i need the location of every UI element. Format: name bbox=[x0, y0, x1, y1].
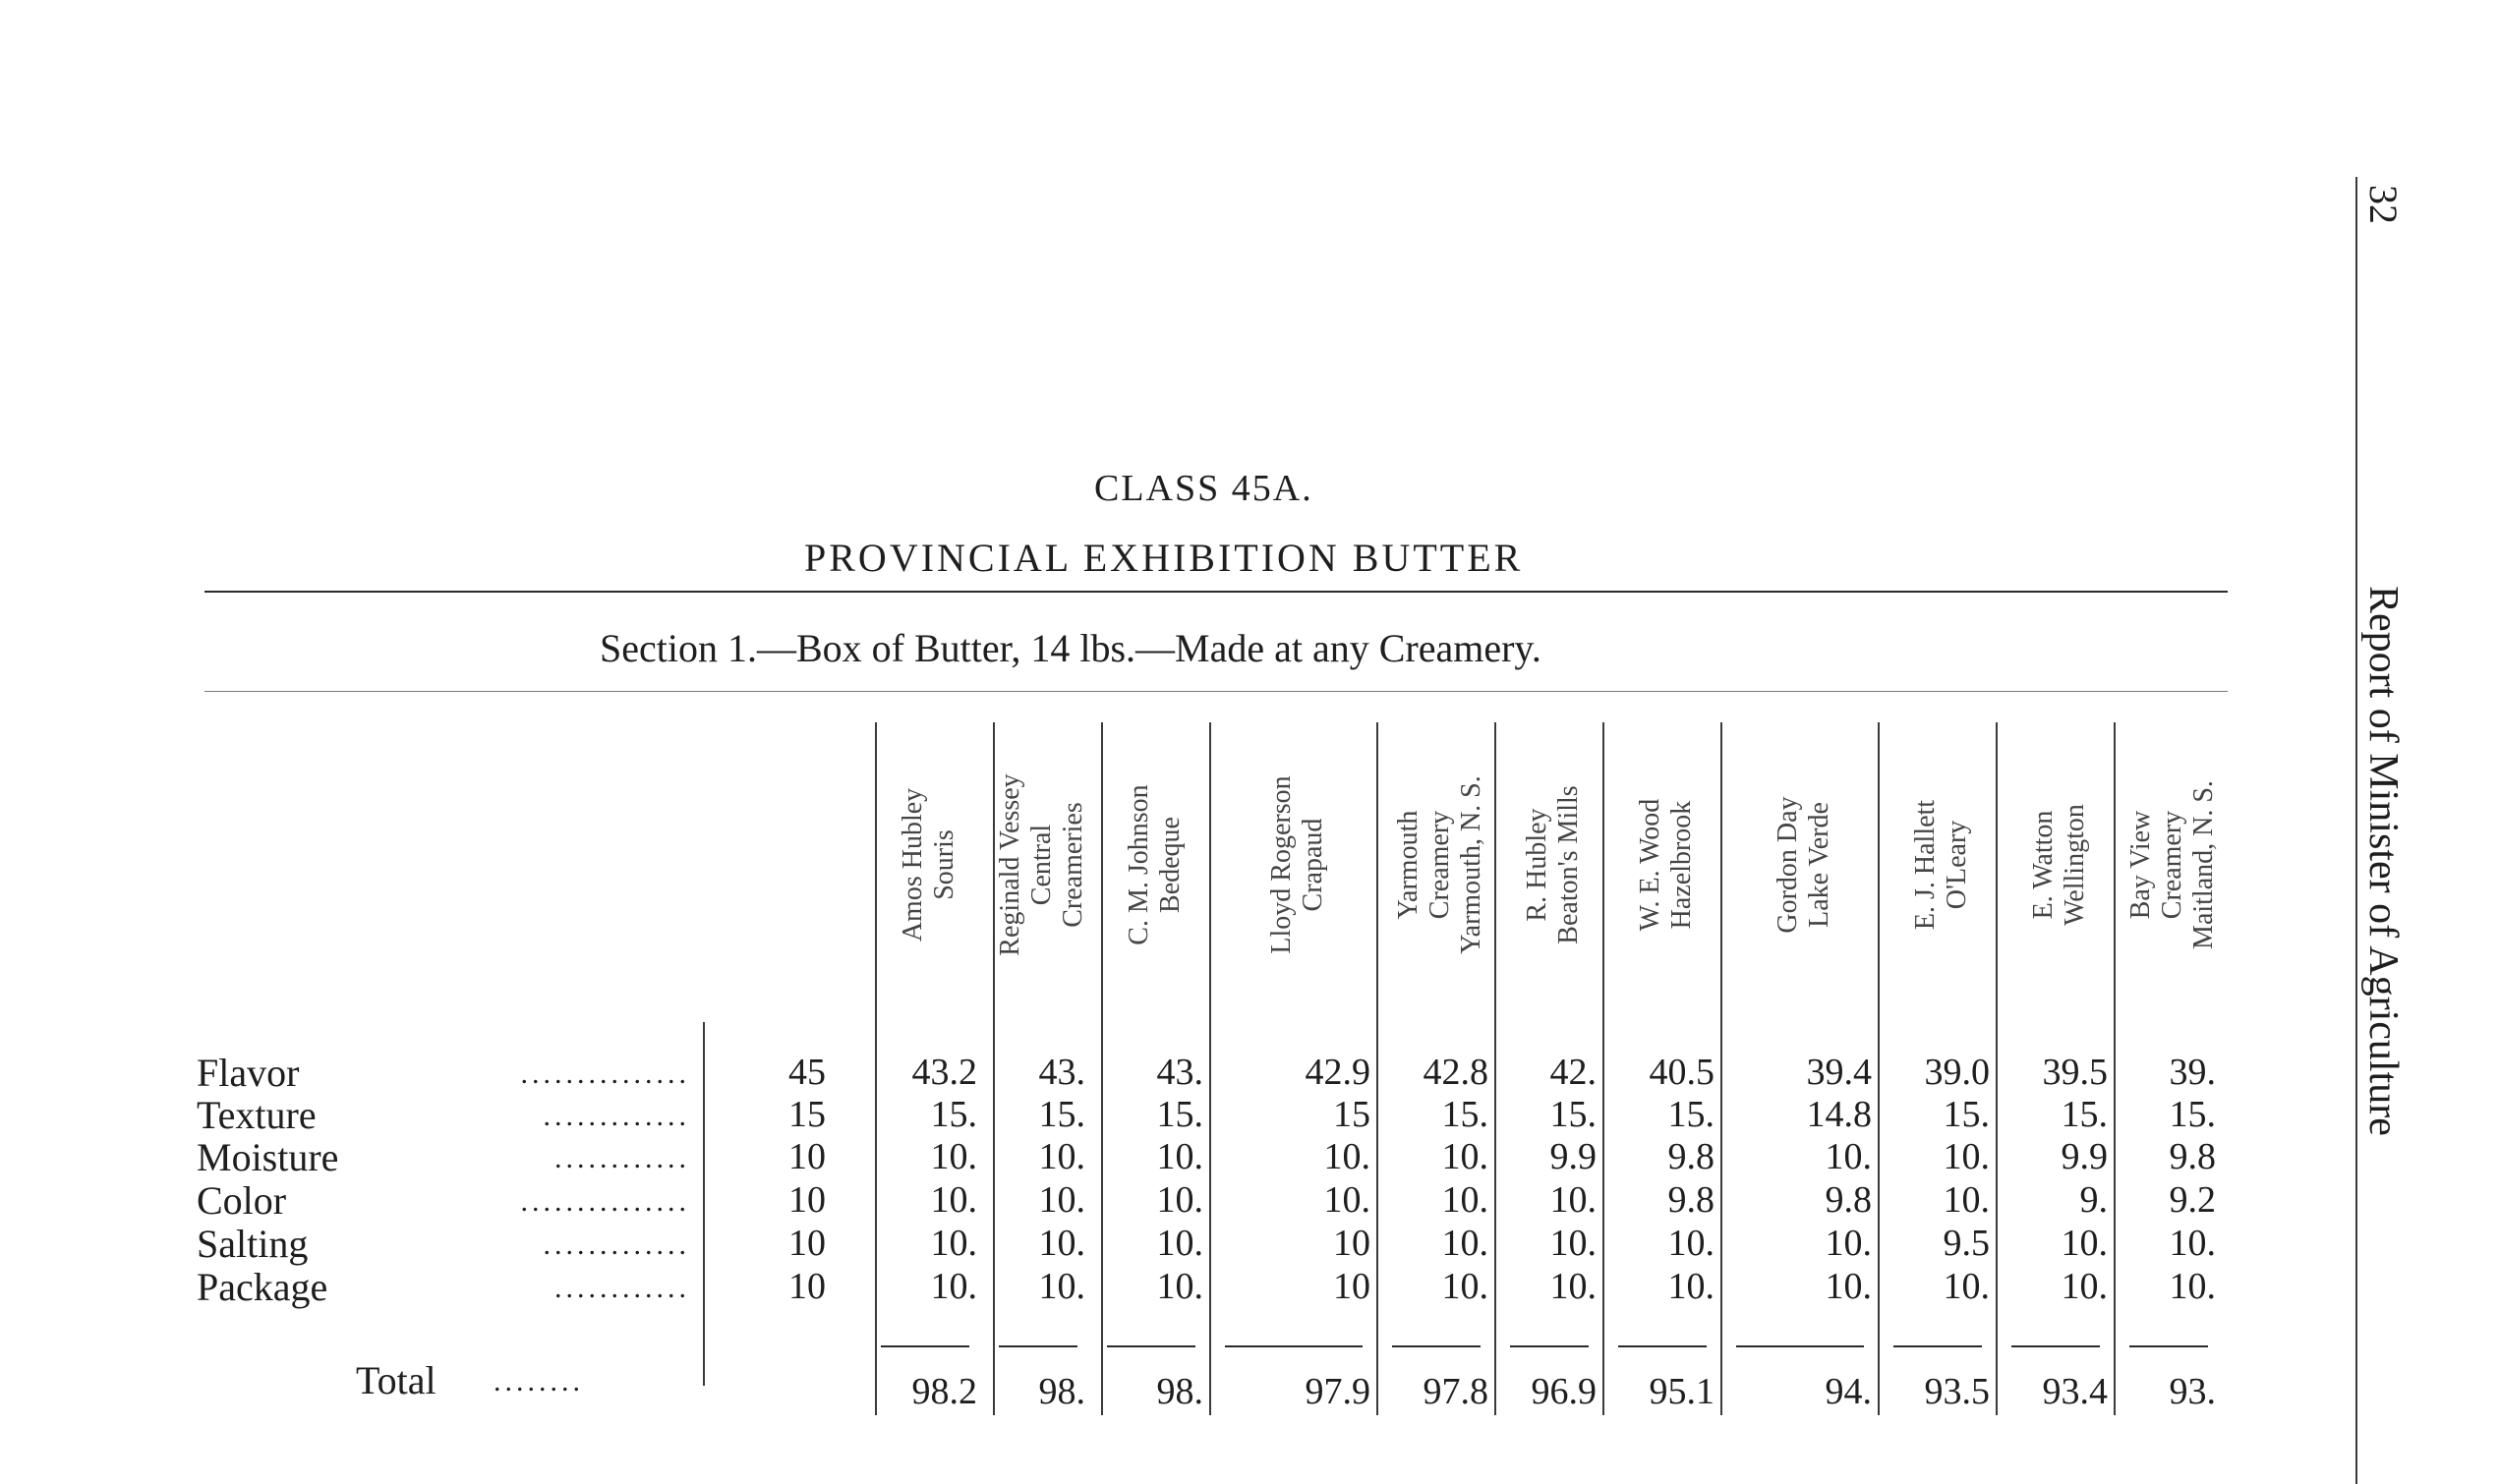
total-cell: 94. bbox=[1825, 1371, 1872, 1412]
column-rule bbox=[1376, 722, 1378, 1415]
score-cell: 10. bbox=[1156, 1136, 1203, 1177]
column-header-line: E. J. Hallett bbox=[1910, 799, 1941, 931]
column-rule bbox=[1996, 722, 1998, 1415]
score-cell: 15. bbox=[1549, 1094, 1597, 1135]
score-cell: 43. bbox=[1156, 1052, 1203, 1093]
class-title: CLASS 45A. bbox=[1094, 468, 1313, 509]
column-rule bbox=[1720, 722, 1722, 1415]
score-cell: 10. bbox=[1156, 1266, 1203, 1307]
max-points: 10 bbox=[788, 1179, 826, 1221]
row-label: Salting bbox=[197, 1222, 309, 1266]
column-header bbox=[1888, 722, 1996, 1007]
row-label: Flavor bbox=[197, 1051, 300, 1095]
total-cell: 97.8 bbox=[1423, 1371, 1488, 1412]
column-header bbox=[1612, 722, 1720, 1007]
total-rule bbox=[2011, 1345, 2100, 1347]
total-rule bbox=[1225, 1345, 1363, 1347]
score-cell: 15. bbox=[1156, 1094, 1203, 1135]
total-rule bbox=[999, 1345, 1077, 1347]
column-header-line: R. Hubley bbox=[1522, 808, 1552, 922]
score-cell: 10. bbox=[2061, 1266, 2108, 1307]
score-cell: 10. bbox=[1549, 1223, 1597, 1264]
score-cell: 39.4 bbox=[1806, 1052, 1872, 1093]
score-cell: 9.5 bbox=[1943, 1223, 1990, 1264]
score-cell: 10 bbox=[1333, 1266, 1370, 1307]
total-cell: 98. bbox=[1156, 1371, 1203, 1412]
margin-rule bbox=[2355, 177, 2357, 1484]
score-cell: 15. bbox=[1441, 1094, 1488, 1135]
total-label: Total bbox=[356, 1358, 436, 1402]
column-header-line: Creamery bbox=[2157, 810, 2187, 920]
score-cell: 10. bbox=[1943, 1136, 1990, 1177]
column-header bbox=[2005, 722, 2114, 1007]
total-rule bbox=[1736, 1345, 1864, 1347]
score-cell: 39.5 bbox=[2042, 1052, 2108, 1093]
column-header-line: Central bbox=[1026, 824, 1057, 906]
column-header-line: E. Watton bbox=[2028, 810, 2059, 920]
column-header-line: W. E. Wood bbox=[1635, 798, 1665, 932]
max-points: 15 bbox=[788, 1094, 826, 1135]
column-rule bbox=[993, 722, 995, 1415]
score-cell: 10. bbox=[1038, 1223, 1085, 1264]
score-cell: 15. bbox=[1943, 1094, 1990, 1135]
score-cell: 10. bbox=[1323, 1136, 1370, 1177]
score-cell: 10. bbox=[2169, 1266, 2216, 1307]
leader-dots: ............ bbox=[554, 1142, 690, 1174]
total-rule bbox=[1618, 1345, 1707, 1347]
column-header-line: Creamery bbox=[1424, 810, 1455, 920]
score-cell: 15. bbox=[2061, 1094, 2108, 1135]
column-header bbox=[1730, 722, 1878, 1007]
column-header-line: Beaton's Mills bbox=[1553, 785, 1584, 944]
row-label: Package bbox=[197, 1265, 328, 1309]
score-cell: 10. bbox=[1825, 1136, 1872, 1177]
leader-dots: ............. bbox=[543, 1228, 690, 1261]
leader-dots: ............... bbox=[520, 1185, 690, 1218]
column-rule bbox=[1209, 722, 1211, 1415]
column-header-line: Souris bbox=[929, 829, 959, 900]
score-cell: 10. bbox=[1667, 1266, 1714, 1307]
column-rule bbox=[1878, 722, 1880, 1415]
score-cell: 15. bbox=[2169, 1094, 2216, 1135]
total-cell: 93. bbox=[2169, 1371, 2216, 1412]
total-cell: 95.1 bbox=[1649, 1371, 1714, 1412]
column-header-line: Lloyd Rogerson bbox=[1266, 775, 1297, 954]
total-rule bbox=[2129, 1345, 2208, 1347]
column-rule bbox=[875, 722, 877, 1415]
score-cell: 10. bbox=[1038, 1179, 1085, 1221]
column-header-line: Crapaud bbox=[1298, 818, 1328, 912]
score-cell: 15. bbox=[1667, 1094, 1714, 1135]
column-rule bbox=[1494, 722, 1496, 1415]
column-header-line: Yarmouth, N. S. bbox=[1456, 775, 1486, 954]
score-cell: 10. bbox=[1667, 1223, 1714, 1264]
total-cell: 93.4 bbox=[2042, 1371, 2108, 1412]
max-points: 10 bbox=[788, 1136, 826, 1177]
score-cell: 9.2 bbox=[2169, 1179, 2216, 1221]
total-cell: 97.9 bbox=[1305, 1371, 1370, 1412]
leader-dots: ............... bbox=[520, 1057, 690, 1090]
score-cell: 9.9 bbox=[2061, 1136, 2108, 1177]
score-cell: 10. bbox=[1441, 1266, 1488, 1307]
column-header-line: C. M. Johnson bbox=[1124, 784, 1154, 945]
column-header-line: Maitland, N. S. bbox=[2188, 780, 2219, 949]
score-cell: 10. bbox=[1323, 1179, 1370, 1221]
score-cell: 10. bbox=[1441, 1179, 1488, 1221]
running-head: Report of Minister of Agriculture bbox=[2360, 586, 2406, 1136]
row-label: Color bbox=[197, 1178, 287, 1223]
column-rule bbox=[1602, 722, 1604, 1415]
score-cell: 39.0 bbox=[1924, 1052, 1990, 1093]
score-cell: 9.9 bbox=[1549, 1136, 1597, 1177]
score-cell: 43.2 bbox=[911, 1052, 977, 1093]
total-cell: 93.5 bbox=[1924, 1371, 1990, 1412]
column-header-line: Hazelbrook bbox=[1666, 800, 1697, 930]
score-cell: 40.5 bbox=[1649, 1052, 1714, 1093]
score-cell: 9.8 bbox=[1667, 1136, 1714, 1177]
score-cell: 10. bbox=[1038, 1266, 1085, 1307]
score-cell: 10. bbox=[1943, 1179, 1990, 1221]
column-rule bbox=[703, 1022, 705, 1386]
score-cell: 9. bbox=[2079, 1179, 2108, 1221]
column-header-line: Lake Verde bbox=[1804, 802, 1834, 928]
row-label: Texture bbox=[197, 1093, 317, 1137]
max-points: 10 bbox=[788, 1223, 826, 1264]
score-cell: 10. bbox=[930, 1179, 977, 1221]
column-header bbox=[993, 722, 1091, 1007]
total-rule bbox=[1392, 1345, 1481, 1347]
total-cell: 98.2 bbox=[911, 1371, 977, 1412]
score-cell: 10. bbox=[1441, 1136, 1488, 1177]
score-cell: 10. bbox=[1549, 1266, 1597, 1307]
score-cell: 10. bbox=[2061, 1223, 2108, 1264]
total-cell: 96.9 bbox=[1531, 1371, 1597, 1412]
score-cell: 10. bbox=[1943, 1266, 1990, 1307]
score-cell: 10. bbox=[1038, 1136, 1085, 1177]
score-cell: 10. bbox=[1156, 1223, 1203, 1264]
leader-dots: ............ bbox=[554, 1272, 690, 1304]
score-cell: 10. bbox=[930, 1266, 977, 1307]
leader-dots: ........ bbox=[494, 1365, 584, 1398]
score-cell: 10. bbox=[930, 1223, 977, 1264]
score-cell: 39. bbox=[2169, 1052, 2216, 1093]
column-header bbox=[1219, 722, 1376, 1007]
total-rule bbox=[1893, 1345, 1982, 1347]
column-header-line: Reginald Vessey bbox=[995, 773, 1025, 956]
column-rule bbox=[2114, 722, 2116, 1415]
score-cell: 9.8 bbox=[1667, 1179, 1714, 1221]
column-header bbox=[1504, 722, 1602, 1007]
score-cell: 42.9 bbox=[1305, 1052, 1370, 1093]
score-cell: 15. bbox=[930, 1094, 977, 1135]
column-header-line: Bedeque bbox=[1155, 817, 1186, 913]
score-cell: 10. bbox=[2169, 1223, 2216, 1264]
score-cell: 42.8 bbox=[1423, 1052, 1488, 1093]
score-cell: 10. bbox=[1825, 1223, 1872, 1264]
total-rule bbox=[1107, 1345, 1195, 1347]
score-cell: 14.8 bbox=[1806, 1094, 1872, 1135]
column-header-line: Wellington bbox=[2060, 804, 2090, 926]
column-header-line: O'Leary bbox=[1942, 820, 1972, 910]
max-points: 10 bbox=[788, 1266, 826, 1307]
column-header-line: Amos Hubley bbox=[898, 787, 928, 942]
section-title: Section 1.—Box of Butter, 14 lbs.—Made at any Creamery. bbox=[600, 626, 1541, 670]
total-cell: 98. bbox=[1038, 1371, 1085, 1412]
total-rule bbox=[1510, 1345, 1589, 1347]
score-cell: 15 bbox=[1333, 1094, 1370, 1135]
column-header-line: Bay View bbox=[2125, 810, 2156, 920]
column-header-line: Yarmouth bbox=[1393, 810, 1424, 920]
score-cell: 9.8 bbox=[1825, 1179, 1872, 1221]
score-cell: 43. bbox=[1038, 1052, 1085, 1093]
score-cell: 42. bbox=[1549, 1052, 1597, 1093]
column-header bbox=[1386, 722, 1494, 1007]
leader-dots: ............. bbox=[543, 1100, 690, 1132]
score-cell: 10. bbox=[930, 1136, 977, 1177]
score-cell: 10. bbox=[1549, 1179, 1597, 1221]
score-cell: 10. bbox=[1156, 1179, 1203, 1221]
total-rule bbox=[881, 1345, 969, 1347]
score-cell: 10. bbox=[1825, 1266, 1872, 1307]
section-rule bbox=[204, 691, 2228, 692]
row-label: Moisture bbox=[197, 1135, 339, 1179]
score-cell: 15. bbox=[1038, 1094, 1085, 1135]
column-rule bbox=[1101, 722, 1103, 1415]
column-header-line: Creameries bbox=[1058, 802, 1088, 928]
column-header bbox=[875, 722, 983, 1007]
score-cell: 10. bbox=[1441, 1223, 1488, 1264]
column-header bbox=[2123, 722, 2222, 1007]
score-cell: 9.8 bbox=[2169, 1136, 2216, 1177]
page-number: 32 bbox=[2361, 185, 2406, 224]
score-cell: 10 bbox=[1333, 1223, 1370, 1264]
column-header bbox=[1101, 722, 1209, 1007]
subtitle: PROVINCIAL EXHIBITION BUTTER bbox=[804, 536, 1524, 580]
top-rule bbox=[204, 591, 2228, 593]
max-points: 45 bbox=[788, 1052, 826, 1093]
column-header-line: Gordon Day bbox=[1773, 796, 1803, 934]
